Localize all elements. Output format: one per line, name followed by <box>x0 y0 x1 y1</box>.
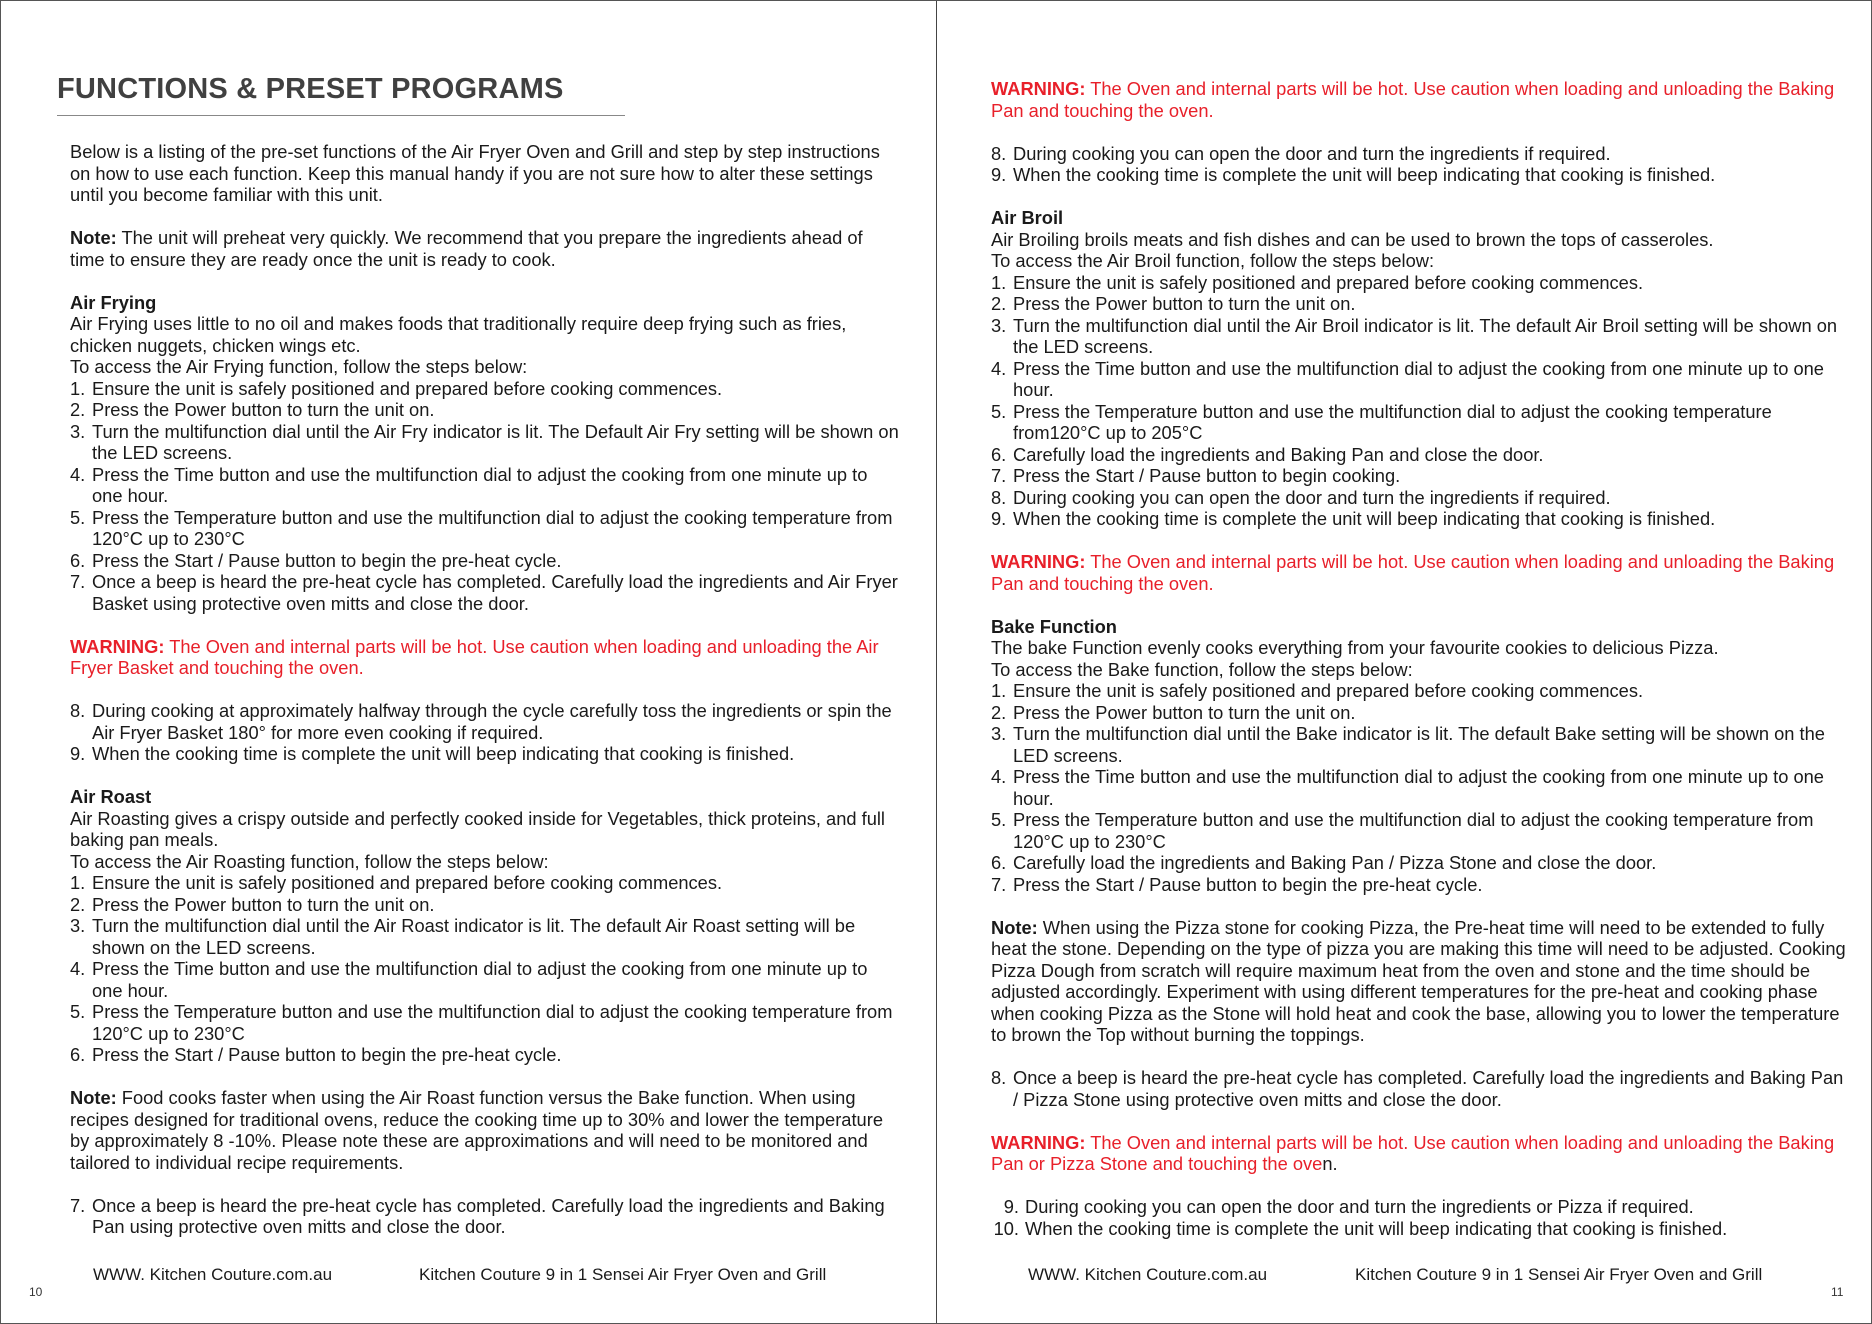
intro-paragraph: Below is a listing of the pre-set functions of the Air Fryer Oven and Grill and step by step instructions on how to use each function. Keep this manual handy if you are not sure how to alter these settings until you become familiar with this unit. <box>70 141 880 205</box>
footer-product-name: Kitchen Couture 9 in 1 Sensei Air Fryer Oven and Grill <box>1355 1265 1763 1284</box>
warning-text: The Oven and internal parts will be hot. Use caution when loading and unloading the Baking Pan and touching the oven. <box>991 551 1835 594</box>
air-frying-steps <box>70 378 900 615</box>
page-right <box>937 1 1871 1323</box>
list-item: 9. When the cooking time is complete the unit will beep indicating that cooking is finished. <box>70 743 795 764</box>
air-broil-access: To access the Air Broil function, follow the steps below: <box>991 250 1435 271</box>
list-item: 6. Carefully load the ingredients and Baking Pan / Pizza Stone and close the door. <box>991 852 1657 873</box>
list-item: 2. Press the Power button to turn the unit on. <box>70 893 435 915</box>
warning-label: WARNING: <box>70 635 165 657</box>
list-item: 2. Press the Power button to turn the unit on. <box>991 701 1356 723</box>
footer-website: WWW. Kitchen Couture.com.au <box>1028 1265 1268 1284</box>
list-item: 10. When the cooking time is complete the unit will beep indicating that cooking is finished. <box>993 1217 1728 1239</box>
list-item: 6. Carefully load the ingredients and Baking Pan and close the door. <box>991 443 1544 465</box>
list-item: 8. During cooking you can open the door and turn the ingredients if required. <box>991 486 1611 508</box>
note-label: Note: <box>70 227 117 248</box>
note-text: The unit will preheat very quickly. We recommend that you prepare the ingredients ahead of time to ensure they are ready once the unit is ready to cook. <box>70 227 863 270</box>
warning-label: WARNING: <box>991 78 1086 99</box>
list-item: 4. Press the Time button and use the multifunction dial to adjust the cooking from one minute up to one hour. <box>70 463 868 506</box>
list-item: 4. Press the Time button and use the multifunction dial to adjust the cooking from one minute up to one hour. <box>991 357 1824 400</box>
list-item: 8. During cooking at approximately halfway through the cycle carefully toss the ingredients or spin the Air Fryer Basket 180° for more even cooking if required. <box>70 700 892 743</box>
list-item: 3. Turn the multifunction dial until the Air Roast indicator is lit. The default Air Roast setting will be shown on the LED screens. <box>70 915 856 958</box>
list-item: 1. Ensure the unit is safely positioned and prepared before cooking commences. <box>991 680 1644 701</box>
list-item: 6. Press the Start / Pause button to begin the pre-heat cycle. <box>70 549 562 571</box>
list-item: 7. Once a beep is heard the pre-heat cycle has completed. Carefully load the ingredients and Air Fryer Basket using protective oven mitts and close the door. <box>70 571 898 614</box>
bake-access: To access the Bake function, follow the steps below: <box>991 658 1413 680</box>
list-item: 7. Press the Start / Pause button to begin the pre-heat cycle. <box>991 873 1483 895</box>
pizza-stone-note <box>991 917 1851 1046</box>
list-item: 4. Press the Time button and use the multifunction dial to adjust the cooking from one minute up to one hour. <box>991 766 1824 809</box>
list-item: 3. Turn the multifunction dial until the Bake indicator is lit. The default Bake setting will be shown on the LED screens. <box>991 723 1825 766</box>
bake-steps-continued <box>991 1067 1851 1110</box>
air-broil-description: Air Broiling broils meats and fish dishes and can be used to brown the tops of casseroles. <box>991 228 1714 250</box>
warning-text-tail: n. <box>1322 1153 1338 1174</box>
list-item: 2. Press the Power button to turn the unit on. <box>70 399 435 420</box>
list-item: 5. Press the Temperature button and use the multifunction dial to adjust the cooking temperature from120°C up to 205°C <box>991 400 1772 443</box>
bake-description: The bake Function evenly cooks everything from your favourite cookies to delicious Pizza. <box>991 637 1719 658</box>
list-item: 7. Press the Start / Pause button to begin cooking. <box>991 465 1401 486</box>
list-item: 5. Press the Temperature button and use the multifunction dial to adjust the cooking temperature from 120°C up to 230°C <box>70 506 893 549</box>
warning-pizza-stone <box>991 1132 1851 1175</box>
air-frying-steps-continued <box>70 700 900 765</box>
right-page-content <box>991 78 1851 1239</box>
section-heading-air-broil: Air Broil <box>991 207 1064 228</box>
section-heading-air-roast: Air Roast <box>70 786 152 807</box>
warning-air-broil <box>991 551 1851 594</box>
bake-steps <box>991 680 1851 895</box>
warning-label: WARNING: <box>991 551 1086 572</box>
title-underline <box>57 115 625 116</box>
warning-text: The Oven and internal parts will be hot. Use caution when loading and unloading the Air Fryer Basket and touching the oven. <box>70 635 879 678</box>
page-title: FUNCTIONS & PRESET PROGRAMS <box>57 73 564 105</box>
list-item: 6. Press the Start / Pause button to begin the pre-heat cycle. <box>70 1044 562 1065</box>
list-item: 2. Press the Power button to turn the unit on. <box>991 293 1356 314</box>
air-roast-steps-end <box>991 143 1851 186</box>
air-roast-access: To access the Air Roasting function, follow the steps below: <box>70 850 549 872</box>
air-frying-description: Air Frying uses little to no oil and makes foods that traditionally require deep frying such as fries, chicken nuggets, chicken wings etc. <box>70 313 847 356</box>
list-item: 9. When the cooking time is complete the unit will beep indicating that cooking is finished. <box>991 508 1716 529</box>
warning-label: WARNING: <box>991 1131 1086 1153</box>
left-page-content <box>70 141 900 1238</box>
page-number: 10 <box>29 1285 43 1299</box>
air-roast-steps-continued <box>70 1195 900 1238</box>
air-roast-description: Air Roasting gives a crispy outside and perfectly cooked inside for Vegetables, thick proteins, and full baking pan meals. <box>70 807 885 850</box>
list-item: 5. Press the Temperature button and use the multifunction dial to adjust the cooking temperature from 120°C up to 230°C <box>991 809 1814 852</box>
note-label: Note: <box>70 1087 117 1108</box>
warning-baking-pan <box>991 78 1851 121</box>
list-item: 7. Once a beep is heard the pre-heat cycle has completed. Carefully load the ingredients and Baking Pan using protective oven mitts and close the door. <box>70 1194 885 1237</box>
bake-steps-final <box>991 1196 1851 1239</box>
list-item: 1. Ensure the unit is safely positioned and prepared before cooking commences. <box>70 872 723 893</box>
warning-air-fryer-basket <box>70 636 900 679</box>
list-item: 1. Ensure the unit is safely positioned and prepared before cooking commences. <box>991 271 1644 293</box>
note-text: Food cooks faster when using the Air Roast function versus the Bake function. When using recipes designed for traditional ovens, reduce the cooking time up to 30% and lower the temperature by approximately 8 -10%. Please note these are approximations and will need to be monitored and tailored to individual recipe requirements. <box>70 1087 883 1173</box>
air-broil-steps <box>991 272 1851 530</box>
list-item: 5. Press the Temperature button and use the multifunction dial to adjust the cooking temperature from 120°C up to 230°C <box>70 1001 893 1044</box>
list-item: 9. During cooking you can open the door and turn the ingredients or Pizza if required. <box>1003 1196 1694 1217</box>
page-left <box>1 1 936 1323</box>
section-heading-bake-function: Bake Function <box>991 615 1117 637</box>
list-item: 8. During cooking you can open the door and turn the ingredients if required. <box>991 142 1611 164</box>
warning-text: The Oven and internal parts will be hot. Use caution when loading and unloading the Baking Pan or Pizza Stone and touching the ove <box>991 1131 1835 1174</box>
preheat-note <box>70 227 900 270</box>
list-item: 9. When the cooking time is complete the unit will beep indicating that cooking is finished. <box>991 164 1716 185</box>
air-frying-access: To access the Air Frying function, follow the steps below: <box>70 356 528 377</box>
section-heading-air-frying: Air Frying <box>70 291 157 313</box>
list-item: 1. Ensure the unit is safely positioned and prepared before cooking commences. <box>70 377 723 399</box>
list-item: 3. Turn the multifunction dial until the Air Fry indicator is lit. The Default Air Fry setting will be shown on the LED screens. <box>70 420 899 463</box>
list-item: 8. Once a beep is heard the pre-heat cycle has completed. Carefully load the ingredients and Baking Pan / Pizza Stone using protective oven mitts and close the door. <box>991 1067 1844 1110</box>
list-item: 3. Turn the multifunction dial until the Air Broil indicator is lit. The default Air Broil setting will be shown on the LED screens. <box>991 314 1838 357</box>
footer-website: WWW. Kitchen Couture.com.au <box>93 1265 333 1284</box>
list-item: 4. Press the Time button and use the multifunction dial to adjust the cooking from one minute up to one hour. <box>70 958 868 1001</box>
page-number: 11 <box>1831 1285 1844 1299</box>
warning-text: The Oven and internal parts will be hot. Use caution when loading and unloading the Baking Pan and touching the oven. <box>991 78 1835 121</box>
note-label: Note: <box>991 916 1038 938</box>
air-roast-steps <box>70 872 900 1066</box>
note-text: When using the Pizza stone for cooking Pizza, the Pre-heat time will need to be extended to fully heat the stone. Depending on the type of pizza you are making this time will need to be adjusted. Cooking Pizza Dough from scratch will require maximum heat from the oven and stone and the time should be adjusted accordingly. Experiment with using different temperatures for the pre-heat and cooking phase when cooking Pizza as the Stone will hold heat and cook the base, allowing you to lower the temperature to brown the Top without burning the toppings. <box>991 916 1846 1045</box>
air-roast-note <box>70 1087 900 1173</box>
footer-product-name: Kitchen Couture 9 in 1 Sensei Air Fryer Oven and Grill <box>419 1265 827 1284</box>
